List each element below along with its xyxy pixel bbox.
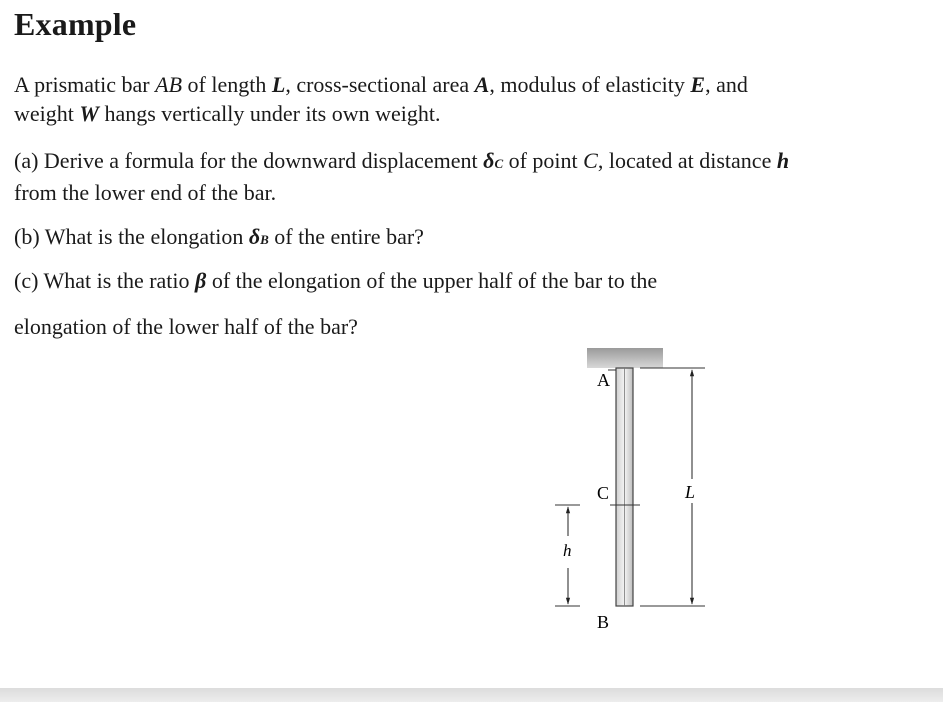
- subscript-b: B: [260, 232, 269, 247]
- text: A prismatic bar: [14, 72, 156, 97]
- label-h: h: [563, 541, 572, 560]
- label-a: A: [597, 370, 610, 390]
- text: elongation of the lower half of the bar?: [14, 314, 358, 339]
- text: , located at distance: [597, 148, 777, 173]
- label-c: C: [597, 483, 610, 503]
- var-delta: δ: [483, 148, 495, 173]
- intro-paragraph: [14, 70, 748, 128]
- part-b-paragraph: [14, 222, 424, 254]
- var-delta: δ: [248, 224, 261, 249]
- text: of the elongation of the upper half of the bar to the: [206, 268, 658, 293]
- text: (c) What is the ratio: [14, 268, 196, 293]
- var-h: h: [776, 148, 790, 173]
- bottom-scroll-bar: [0, 688, 943, 702]
- part-a-paragraph: [14, 146, 789, 207]
- bar-figure: [540, 340, 740, 640]
- part-c-paragraph-line2: [14, 312, 358, 341]
- text: of the entire bar?: [268, 224, 424, 249]
- text: of length: [182, 72, 272, 97]
- label-l: L: [685, 482, 696, 502]
- text: , and: [705, 72, 748, 97]
- text: , modulus of elasticity: [489, 72, 691, 97]
- var-a: A: [474, 72, 490, 97]
- var-beta: β: [195, 268, 207, 293]
- var-e: E: [690, 72, 706, 97]
- label-b: B: [597, 612, 610, 632]
- text: of point: [503, 148, 584, 173]
- var-l: L: [271, 72, 286, 97]
- var-w: W: [79, 101, 99, 126]
- subscript-c: C: [494, 156, 504, 171]
- text: (b) What is the elongation: [14, 224, 249, 249]
- ceiling-support: [587, 348, 663, 368]
- text: hangs vertically under its own weight.: [98, 101, 441, 126]
- text: , cross-sectional area: [285, 72, 475, 97]
- var-ab: AB: [155, 72, 183, 97]
- text: (a) Derive a formula for the downward displacement: [14, 148, 484, 173]
- var-c: C: [583, 148, 598, 173]
- part-c-paragraph-line1: [14, 266, 657, 295]
- text: from the lower end of the bar.: [14, 180, 277, 205]
- text: weight: [14, 101, 80, 126]
- page-title: Example: [14, 6, 137, 42]
